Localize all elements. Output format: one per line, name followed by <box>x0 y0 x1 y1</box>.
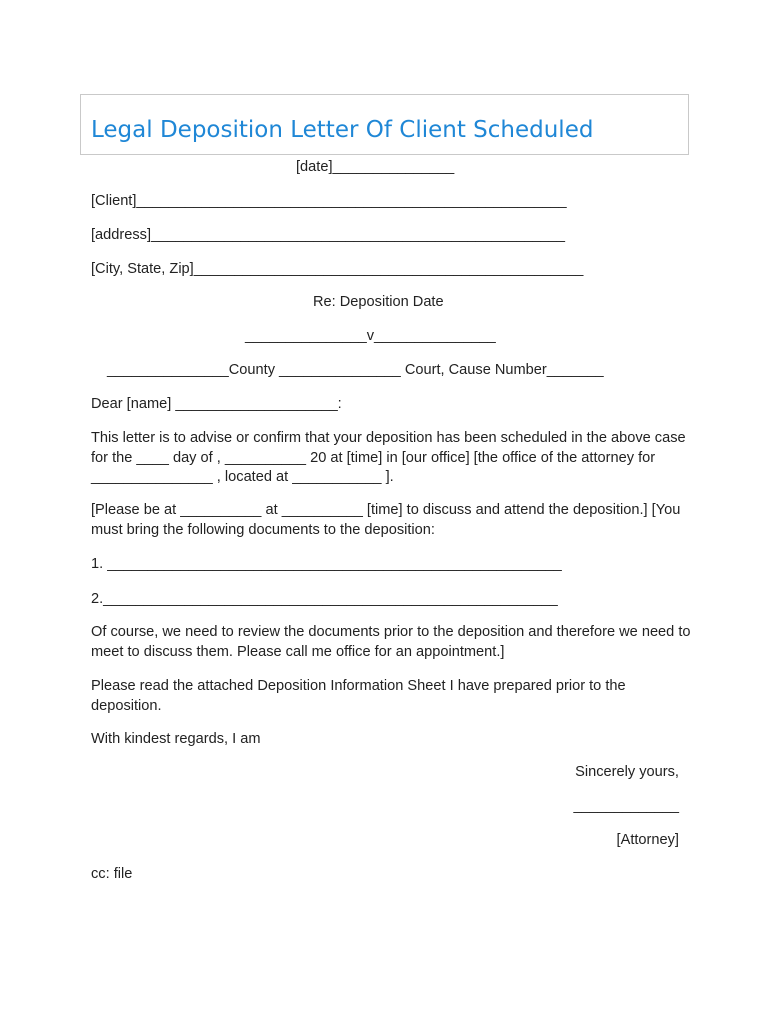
cc-line: cc: file <box>91 866 133 882</box>
attorney-line: [Attorney] <box>616 832 679 848</box>
salutation: Dear [name] ____________________: <box>91 396 342 412</box>
paragraph-please-be-at: [Please be at __________ at __________ [time] to discuss and attend the deposition.] [You must bring the following documents to the deposition: <box>91 502 681 538</box>
paragraph-advise: This letter is to advise or confirm that your deposition has been scheduled in the above case for the ____ day of , __________ 20 at [time] in [our office] [the office of the attorney for _______________ , located at ___________ ]. <box>91 430 686 485</box>
date-line: [date]_______________ <box>296 159 455 175</box>
address-line: [address]___________________________________________________ <box>91 227 565 243</box>
title-box <box>80 94 689 155</box>
versus-line: _______________v_______________ <box>245 328 496 344</box>
signature-line: _____________ <box>573 798 679 814</box>
document-title: Legal Deposition Letter Of Client Scheduled <box>91 117 594 143</box>
county-court-line: _______________County _______________ Court, Cause Number_______ <box>107 362 604 378</box>
closing-regards: With kindest regards, I am <box>91 731 261 747</box>
paragraph-read: Please read the attached Deposition Information Sheet I have prepared prior to the deposition. <box>91 678 626 714</box>
re-line: Re: Deposition Date <box>313 294 444 310</box>
sincerely-line: Sincerely yours, <box>575 764 679 780</box>
paragraph-review: Of course, we need to review the documents prior to the deposition and therefore we need to meet to discuss them. Please call me office for an appointment.] <box>91 624 691 660</box>
city-state-zip-line: [City, State, Zip]________________________________________________ <box>91 261 584 277</box>
client-line: [Client]_____________________________________________________ <box>91 193 567 209</box>
document-item-1: 1. ________________________________________________________ <box>91 556 562 572</box>
document-item-2: 2.________________________________________________________ <box>91 591 558 607</box>
